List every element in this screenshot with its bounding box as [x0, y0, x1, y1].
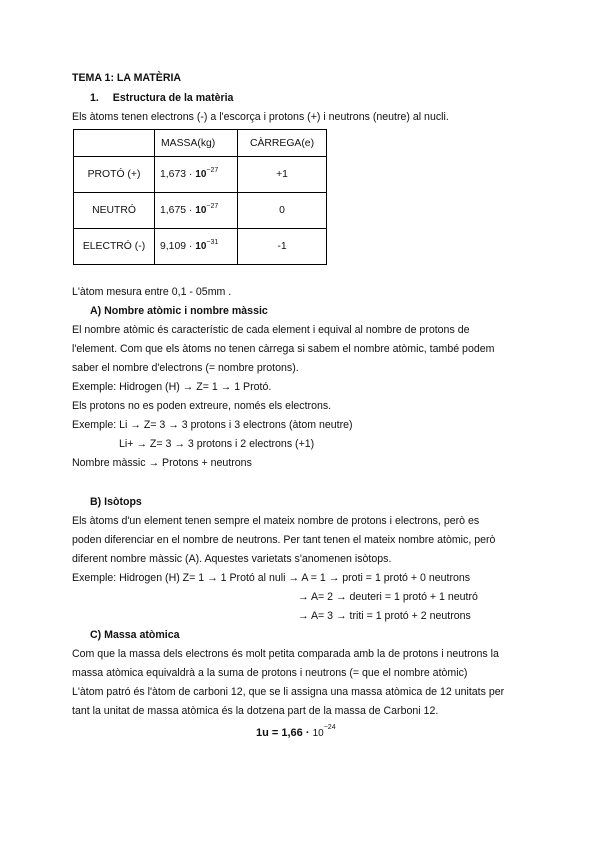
table-header-cell: CÀRREGA(e): [238, 130, 327, 157]
section-c-line: tant la unitat de massa atòmica és la dotzena part de la massa de Carboni 12.: [72, 705, 439, 717]
table-row: [74, 157, 327, 193]
section-1-title: Estructura de la matèria: [112, 92, 234, 104]
section-a-line: l'element. Com que els àtoms no tenen càrrega si sabem el nombre atòmic, també podem: [72, 343, 495, 355]
section-b-line: poden diferenciar en el nombre de neutrons. Per tant tenen el mateix nombre atòmic, però: [72, 534, 496, 546]
section-a-line: saber el nombre d'electrons (= nombre protons).: [72, 362, 299, 374]
particle-charge: 0: [238, 193, 327, 229]
section-a-title: Nombre atòmic i nombre màssic: [104, 305, 268, 317]
section-a-line: Exemple: Li → Z= 3 → 3 protons i 3 electrons (àtom neutre): [72, 419, 353, 431]
table-header-cell: [74, 130, 155, 157]
section-1-heading: [90, 92, 233, 105]
section-c-heading: [90, 629, 180, 642]
section-b-line: → A= 3 → triti = 1 protó + 2 neutrons: [298, 610, 471, 622]
section-a-line: Li+ → Z= 3 → 3 protons i 2 electrons (+1): [119, 438, 315, 450]
section-b-heading: [90, 496, 142, 509]
section-a-line: Nombre màssic → Protons + neutrons: [72, 457, 252, 469]
particle-name: NEUTRÓ: [74, 193, 155, 229]
atomic-mass-unit-formula: $1u = 1,66 \cdot 10^{-24}$: [256, 724, 336, 739]
section-c-label: C): [90, 629, 102, 641]
section-a-label: A): [90, 305, 102, 317]
table-row: [74, 229, 327, 265]
table-header-row: [74, 130, 327, 157]
section-a-line: Els protons no es poden extreure, només els electrons.: [72, 400, 332, 412]
particle-charge: -1: [238, 229, 327, 265]
particle-mass: $1,673 \cdot 10^{-27}$: [155, 157, 238, 193]
particle-name: PROTÓ (+): [74, 157, 155, 193]
particle-name: ELECTRÓ (-): [74, 229, 155, 265]
section-c-line: Com que la massa dels electrons és molt petita comparada amb la de protons i neutrons la: [72, 648, 499, 660]
particle-mass: $9,109 \cdot 10^{-31}$: [155, 229, 238, 265]
section-c-line: massa atòmica equivaldrà a la suma de protons i neutrons (= que el nombre atòmic): [72, 667, 468, 679]
particle-mass: $1,675 \cdot 10^{-27}$: [155, 193, 238, 229]
section-b-line: → A= 2 → deuteri = 1 protó + 1 neutró: [298, 591, 478, 603]
section-1-number: 1.: [90, 92, 99, 104]
particle-charge: +1: [238, 157, 327, 193]
section-b-title: Isòtops: [104, 496, 142, 508]
particle-table: [73, 129, 327, 265]
topic-title: TEMA 1: LA MATÈRIA: [72, 72, 182, 84]
atom-size-text: L'àtom mesura entre 0,1 - 05mm .: [72, 286, 232, 298]
section-c-line: L'àtom patró és l'àtom de carboni 12, que se li assigna una massa atòmica de 12 unitats per: [72, 686, 505, 698]
section-a-heading: [90, 305, 268, 318]
table-header-cell: MASSA(kg): [155, 130, 238, 157]
section-b-line: Exemple: Hidrogen (H) Z= 1 → 1 Protó al nuli → A = 1 → proti = 1 protó + 0 neutrons: [72, 572, 471, 584]
table-row: [74, 193, 327, 229]
section-b-line: diferent nombre màssic (A). Aquestes varietats s'anomenen isòtops.: [72, 553, 392, 565]
section-b-line: Els àtoms d'un element tenen sempre el mateix nombre de protons i electrons, però es: [72, 515, 480, 527]
section-b-label: B): [90, 496, 102, 508]
section-a-line: Exemple: Hidrogen (H) → Z= 1 → 1 Protó.: [72, 381, 272, 393]
section-c-title: Massa atòmica: [104, 629, 180, 641]
intro-paragraph: Els àtoms tenen electrons (-) a l'escorça i protons (+) i neutrons (neutre) al nucli.: [72, 111, 449, 123]
section-a-line: El nombre atòmic és característic de cada element i equival al nombre de protons de: [72, 324, 470, 336]
